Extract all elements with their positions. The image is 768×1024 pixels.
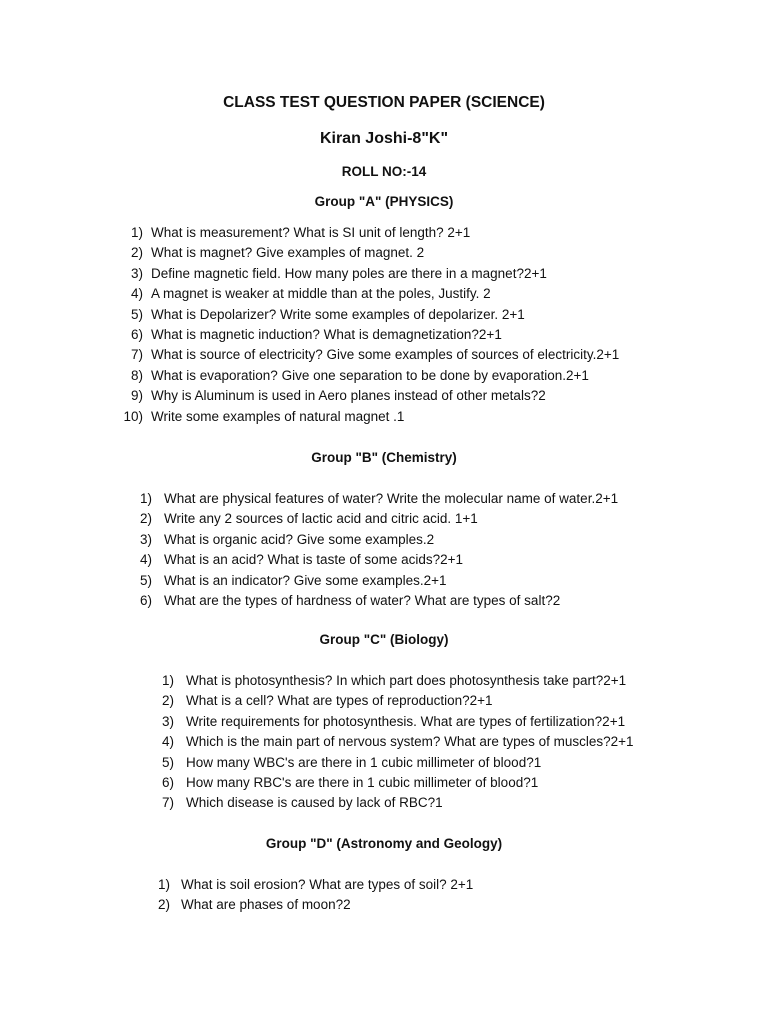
question-text: What is soil erosion? What are types of soil? 2+1 — [181, 877, 474, 892]
question-text: A magnet is weaker at middle than at the poles, Justify. 2 — [151, 286, 491, 302]
question-text: What is source of electricity? Give some examples of sources of electricity.2+1 — [151, 347, 620, 363]
question-number: 2) — [162, 693, 175, 709]
question-text: What are the types of hardness of water? What are types of salt?2 — [164, 592, 561, 608]
question-text: Write some examples of natural magnet .1 — [151, 408, 405, 424]
question-number: 1) — [130, 225, 143, 240]
question-text: Write requirements for photosynthesis. What are types of fertilization?2+1 — [186, 713, 626, 729]
paper-title: CLASS TEST QUESTION PAPER (SCIENCE) — [223, 94, 545, 111]
question-text: Which disease is caused by lack of RBC?1 — [186, 795, 443, 811]
question-number: 7) — [162, 795, 175, 811]
question-number: 9) — [130, 388, 143, 404]
question-number: 4) — [140, 552, 153, 568]
question-text: How many RBC's are there in 1 cubic millimeter of blood?1 — [186, 774, 539, 790]
question-number: 7) — [130, 347, 143, 363]
question-text: How many WBC's are there in 1 cubic millimeter of blood?1 — [186, 754, 542, 770]
question-text: What are phases of moon?2 — [181, 897, 351, 913]
question-number: 3) — [130, 265, 143, 281]
question-text: Why is Aluminum is used in Aero planes instead of other metals?2 — [151, 388, 546, 404]
group-d-heading: Group "D" (Astronomy and Geology) — [265, 836, 503, 851]
question-text: What is magnetic induction? What is demagnetization?2+1 — [151, 326, 502, 342]
question-text: Write any 2 sources of lactic acid and citric acid. 1+1 — [164, 511, 478, 527]
question-text: What is Depolarizer? Write some examples of depolarizer. 2+1 — [151, 306, 525, 322]
group-c-heading: Group "C" (Biology) — [319, 632, 449, 647]
question-number: 1) — [158, 877, 171, 892]
question-text: What is organic acid? Give some examples.2 — [164, 531, 435, 547]
question-text: What is measurement? What is SI unit of length? 2+1 — [151, 225, 471, 240]
group-a-heading: Group "A" (PHYSICS) — [314, 194, 454, 209]
group-b-heading: Group "B" (Chemistry) — [311, 450, 457, 465]
student-name: Kiran Joshi-8"K" — [319, 130, 449, 147]
question-number: 6) — [130, 326, 143, 342]
question-number: 2) — [140, 511, 153, 527]
question-text: What are physical features of water? Write the molecular name of water.2+1 — [164, 491, 619, 506]
question-number: 4) — [162, 734, 175, 750]
question-text: What is a cell? What are types of reproduction?2+1 — [186, 693, 493, 709]
question-number: 4) — [130, 286, 143, 302]
question-number: 5) — [140, 572, 153, 588]
question-text: Which is the main part of nervous system? What are types of muscles?2+1 — [186, 734, 634, 750]
question-number: 6) — [162, 774, 175, 790]
question-number: 2) — [130, 245, 143, 261]
question-text: What is magnet? Give examples of magnet. 2 — [151, 245, 425, 261]
question-number: 8) — [130, 367, 143, 383]
question-text: Define magnetic field. How many poles are there in a magnet?2+1 — [151, 265, 547, 281]
question-number: 3) — [140, 531, 153, 547]
question-number: 1) — [140, 491, 153, 506]
question-text: What is photosynthesis? In which part does photosynthesis take part?2+1 — [186, 673, 627, 688]
question-number: 2) — [158, 897, 171, 913]
question-number: 1) — [162, 673, 175, 688]
question-text: What is an acid? What is taste of some acids?2+1 — [164, 552, 464, 568]
question-number: 10) — [123, 408, 143, 424]
question-text: What is an indicator? Give some examples.2+1 — [164, 572, 447, 588]
roll-number: ROLL NO:-14 — [341, 164, 427, 179]
question-number: 3) — [162, 713, 175, 729]
question-number: 5) — [130, 306, 143, 322]
question-number: 5) — [162, 754, 175, 770]
question-text: What is evaporation? Give one separation to be done by evaporation.2+1 — [151, 367, 589, 383]
question-number: 6) — [140, 592, 153, 608]
